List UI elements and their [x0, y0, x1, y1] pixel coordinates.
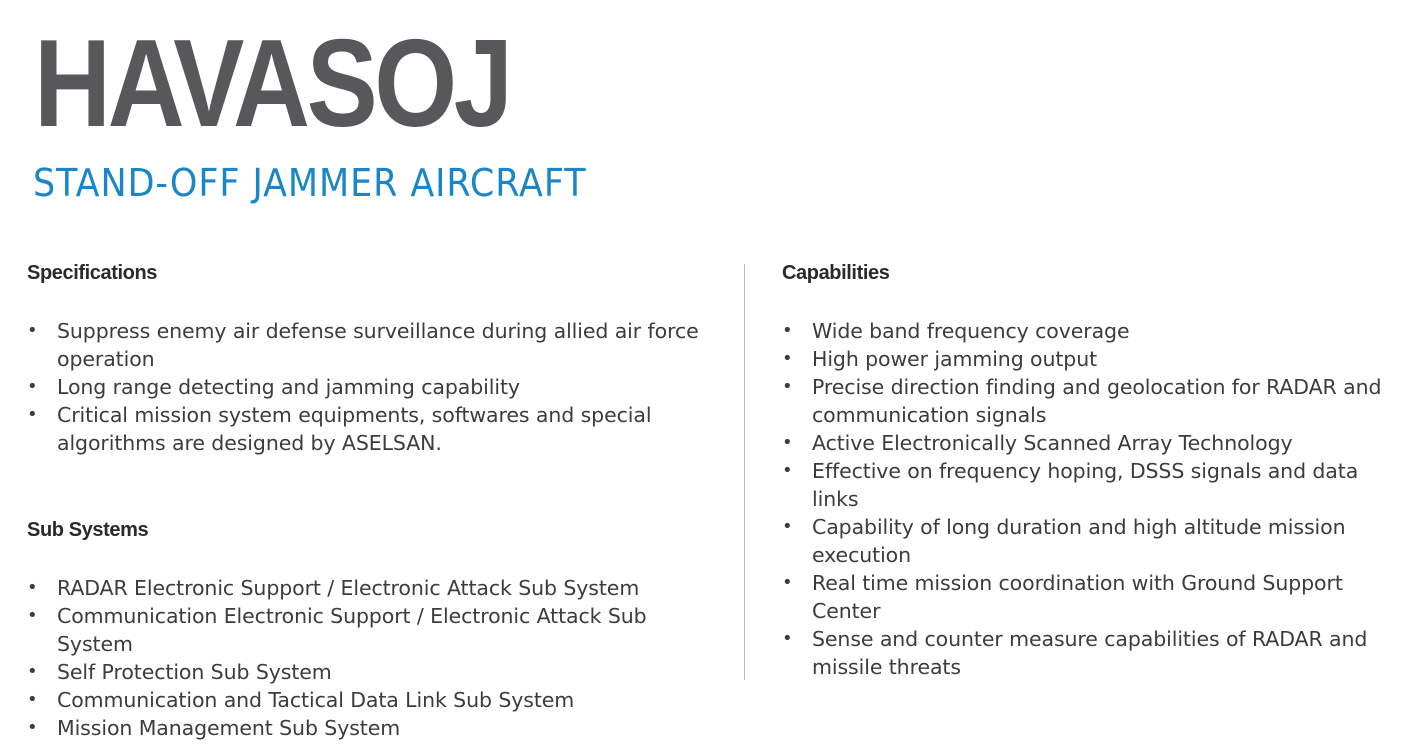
list-item-text: Sense and counter measure capabilities of RADAR and missile threats: [812, 627, 1368, 679]
bullet-icon: •: [27, 320, 38, 341]
list-item: [27, 714, 717, 742]
sub-systems-heading: Sub Systems: [27, 519, 149, 541]
bullet-icon: •: [27, 689, 38, 710]
list-item-text: Capability of long duration and high altitude mission execution: [812, 515, 1346, 567]
bullet-icon: •: [782, 516, 793, 537]
list-item: [27, 401, 717, 457]
list-item: [782, 373, 1392, 429]
list-item: [27, 686, 717, 714]
list-item-text: Effective on frequency hoping, DSSS signals and data links: [812, 459, 1359, 511]
bullet-icon: •: [27, 577, 38, 598]
sub-systems-list: [27, 574, 717, 742]
bullet-icon: •: [782, 376, 793, 397]
sub-systems-section: [27, 517, 717, 742]
list-item-text: Suppress enemy air defense surveillance during allied air force operation: [57, 319, 699, 371]
bullet-icon: •: [27, 404, 38, 425]
list-item: [782, 429, 1392, 457]
list-item-text: Long range detecting and jamming capability: [57, 375, 520, 399]
list-item: [782, 345, 1392, 373]
bullet-icon: •: [782, 628, 793, 649]
list-item-text: Communication and Tactical Data Link Sub System: [57, 688, 575, 712]
list-item-text: RADAR Electronic Support / Electronic Attack Sub System: [57, 576, 640, 600]
list-item-text: Real time mission coordination with Ground Support Center: [812, 571, 1343, 623]
list-item-text: Self Protection Sub System: [57, 660, 332, 684]
bullet-icon: •: [27, 717, 38, 738]
list-item-text: Precise direction finding and geolocation for RADAR and communication signals: [812, 375, 1382, 427]
page-title: HAVASOJ: [34, 15, 510, 153]
list-item: [27, 658, 717, 686]
list-item-text: Communication Electronic Support / Electronic Attack Sub System: [57, 604, 647, 656]
page-subtitle: STAND-OFF JAMMER AIRCRAFT: [33, 161, 587, 205]
list-item-text: Critical mission system equipments, softwares and special algorithms are designed by ASELSAN.: [57, 403, 652, 455]
bullet-icon: •: [27, 376, 38, 397]
list-item: [27, 574, 717, 602]
capabilities-list: [782, 317, 1392, 681]
list-item: [27, 317, 717, 373]
list-item: [782, 513, 1392, 569]
bullet-icon: •: [27, 605, 38, 626]
specifications-list: [27, 317, 717, 457]
bullet-icon: •: [782, 432, 793, 453]
list-item: [27, 373, 717, 401]
right-column: [782, 260, 1392, 681]
bullet-icon: •: [27, 661, 38, 682]
list-item-text: Mission Management Sub System: [57, 716, 401, 740]
capabilities-heading: Capabilities: [782, 262, 890, 284]
specifications-heading: Specifications: [27, 262, 157, 284]
list-item: [782, 457, 1392, 513]
list-item: [27, 602, 717, 658]
bullet-icon: •: [782, 460, 793, 481]
list-item-text: Wide band frequency coverage: [812, 319, 1130, 343]
bullet-icon: •: [782, 348, 793, 369]
left-column: [27, 260, 717, 742]
list-item: [782, 625, 1392, 681]
list-item: [782, 317, 1392, 345]
list-item: [782, 569, 1392, 625]
column-divider: [744, 264, 745, 680]
bullet-icon: •: [782, 320, 793, 341]
list-item-text: Active Electronically Scanned Array Technology: [812, 431, 1293, 455]
bullet-icon: •: [782, 572, 793, 593]
list-item-text: High power jamming output: [812, 347, 1098, 371]
